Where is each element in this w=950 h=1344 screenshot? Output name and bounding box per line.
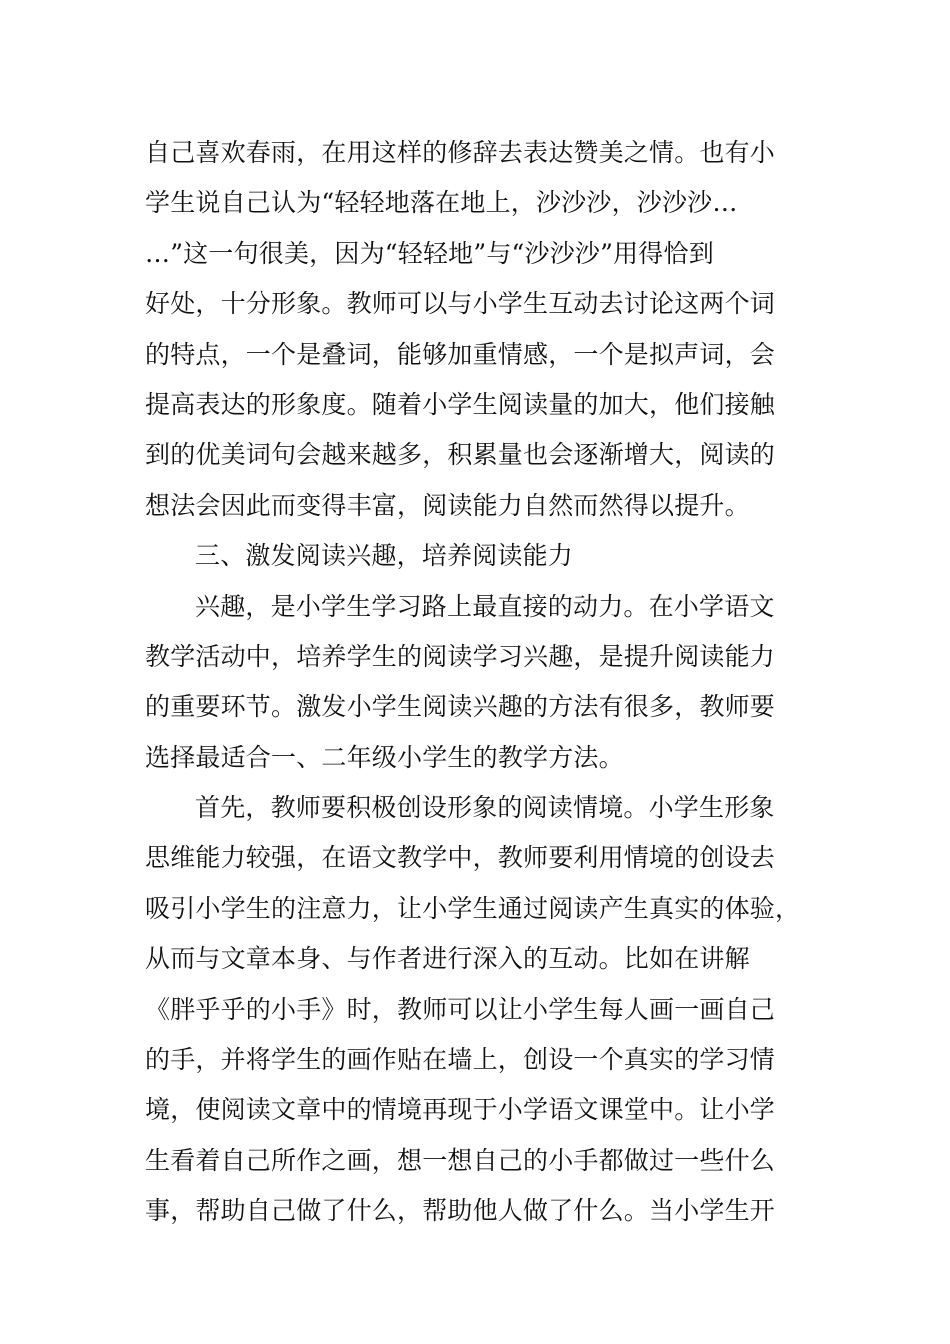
text-line: 事，帮助自己做了什么，帮助他人做了什么。当小学生开 xyxy=(145,1196,776,1226)
text-line: 三、激发阅读兴趣，培养阅读能力 xyxy=(195,541,574,571)
text-line: 思维能力较强，在语文教学中，教师要利用情境的创设去 xyxy=(145,843,776,873)
text-line: 吸引小学生的注意力，让小学生通过阅读产生真实的体验， xyxy=(145,893,801,923)
text-line: 到的优美词句会越来越多，积累量也会逐渐增大，阅读的 xyxy=(145,440,776,470)
text-line: 教学活动中，培养学生的阅读学习兴趣，是提升阅读能力 xyxy=(145,641,776,671)
text-line: 从而与文章本身、与作者进行深入的互动。比如在讲解 xyxy=(145,944,750,974)
text-line: 的重要环节。激发小学生阅读兴趣的方法有很多，教师要 xyxy=(145,692,776,722)
text-line: 兴趣，是小学生学习路上最直接的动力。在小学语文 xyxy=(195,591,775,621)
text-line: 学生说自己认为“轻轻地落在地上，沙沙沙，沙沙沙… xyxy=(145,188,738,218)
body-text xyxy=(145,128,805,1237)
text-line: 首先，教师要积极创设形象的阅读情境。小学生形象 xyxy=(195,793,775,823)
text-line: 自己喜欢春雨，在用这样的修辞去表达赞美之情。也有小 xyxy=(145,138,776,167)
text-line: 境，使阅读文章中的情境再现于小学语文课堂中。让小学 xyxy=(145,1095,776,1125)
text-line: 生看着自己所作之画，想一想自己的小手都做过一些什么 xyxy=(145,1145,776,1175)
text-line: 想法会因此而变得丰富，阅读能力自然而然得以提升。 xyxy=(145,490,750,520)
text-line: 选择最适合一、二年级小学生的教学方法。 xyxy=(145,742,624,772)
text-line: 好处，十分形象。教师可以与小学生互动去讨论这两个词 xyxy=(145,289,776,319)
text-line: 的特点，一个是叠词，能够加重情感，一个是拟声词，会 xyxy=(145,339,776,369)
text-line: 的手，并将学生的画作贴在墙上，创设一个真实的学习情 xyxy=(145,1045,776,1075)
text-line: 提高表达的形象度。随着小学生阅读量的加大，他们接触 xyxy=(145,389,776,419)
text-line: 《胖乎乎的小手》时，教师可以让小学生每人画一画自己 xyxy=(145,994,776,1024)
text-line: …”这一句很美，因为“轻轻地”与“沙沙沙”用得恰到 xyxy=(145,238,714,268)
